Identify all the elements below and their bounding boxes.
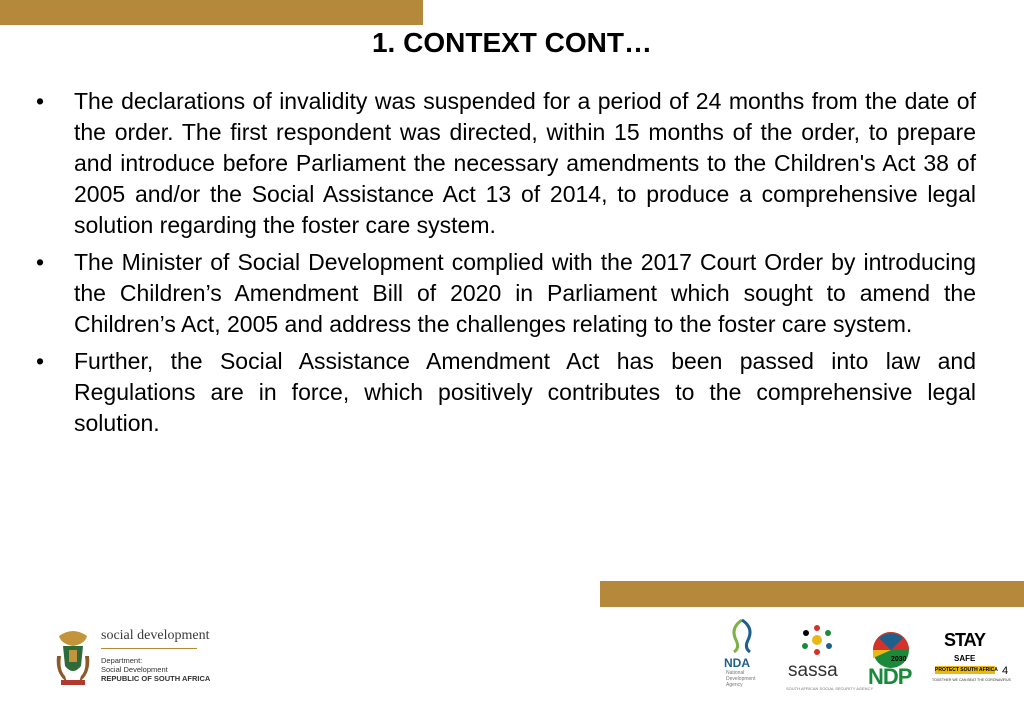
slide-title: 1. CONTEXT CONT… — [371, 27, 652, 58]
bullet-item — [36, 346, 976, 439]
bullet-text: The Minister of Social Development complied with the 2017 Court Order by introducing the Children’s Amendment Bill of 2020 in Parliament which sought to amend the Children’s Act, 2005 and address the challenges relating to the foster care system. — [74, 249, 976, 337]
stay-safe-middle: SAFE — [954, 654, 976, 663]
department-name: social development — [101, 628, 210, 643]
sassa-label: sassa — [788, 660, 838, 681]
bullet-item — [36, 86, 976, 241]
bullet-dot-icon: • — [36, 348, 45, 374]
stay-safe-tagline: TOGETHER WE CAN BEAT THE CORONAVIRUS — [932, 678, 1011, 682]
nda-subtitle — [726, 670, 755, 688]
page-number: 4 — [1002, 665, 1009, 677]
bullet-dot-icon: • — [36, 249, 45, 275]
bullet-item — [36, 247, 976, 340]
stay-safe-title: STAY — [944, 630, 986, 650]
bullet-dot-icon: • — [36, 88, 45, 114]
department-line: REPUBLIC OF SOUTH AFRICA — [101, 674, 211, 683]
department-line: Department: — [101, 656, 143, 665]
sassa-star-icon — [786, 624, 848, 658]
sassa-logo — [786, 624, 874, 692]
bullet-text: Further, the Social Assistance Amendment Act has been passed into law and Regulations are in force, which positively contributes to the comprehensive legal solution. — [74, 348, 976, 436]
bottom-accent-band — [600, 581, 1024, 607]
coat-of-arms-icon — [55, 626, 91, 688]
nda-swirl-icon — [722, 618, 762, 654]
bullet-list — [36, 86, 976, 445]
bullet-text: The declarations of invalidity was suspended for a period of 24 months from the date of the order. The first respondent was directed, within 15 months of the order, to prepare and introduce before Parliament the necessary amendments to the Children's Act 38 of 2005 and/or the Social Assistance Act 13 of 2014, to produce a comprehensive legal solution regarding the foster care system. — [74, 88, 976, 238]
stay-safe-banner: PROTECT SOUTH AFRICA — [935, 667, 998, 673]
nda-subtitle-line: Development — [726, 676, 756, 682]
department-line: Social Development — [101, 665, 168, 674]
nda-subtitle-line: National — [726, 670, 745, 676]
nda-subtitle-line: Agency — [726, 682, 743, 688]
ndp-logo — [864, 628, 918, 690]
ndp-label: NDP — [868, 664, 912, 689]
nda-logo — [722, 618, 762, 694]
ndp-year: 2030 — [891, 656, 907, 663]
department-logo — [55, 626, 211, 690]
department-lines — [101, 656, 210, 683]
nda-label: NDA — [724, 656, 750, 670]
sassa-subtitle: SOUTH AFRICAN SOCIAL SECURITY AGENCY — [786, 686, 874, 691]
stay-safe-logo — [932, 630, 1011, 690]
department-divider — [101, 648, 197, 649]
top-accent-band — [0, 0, 423, 25]
